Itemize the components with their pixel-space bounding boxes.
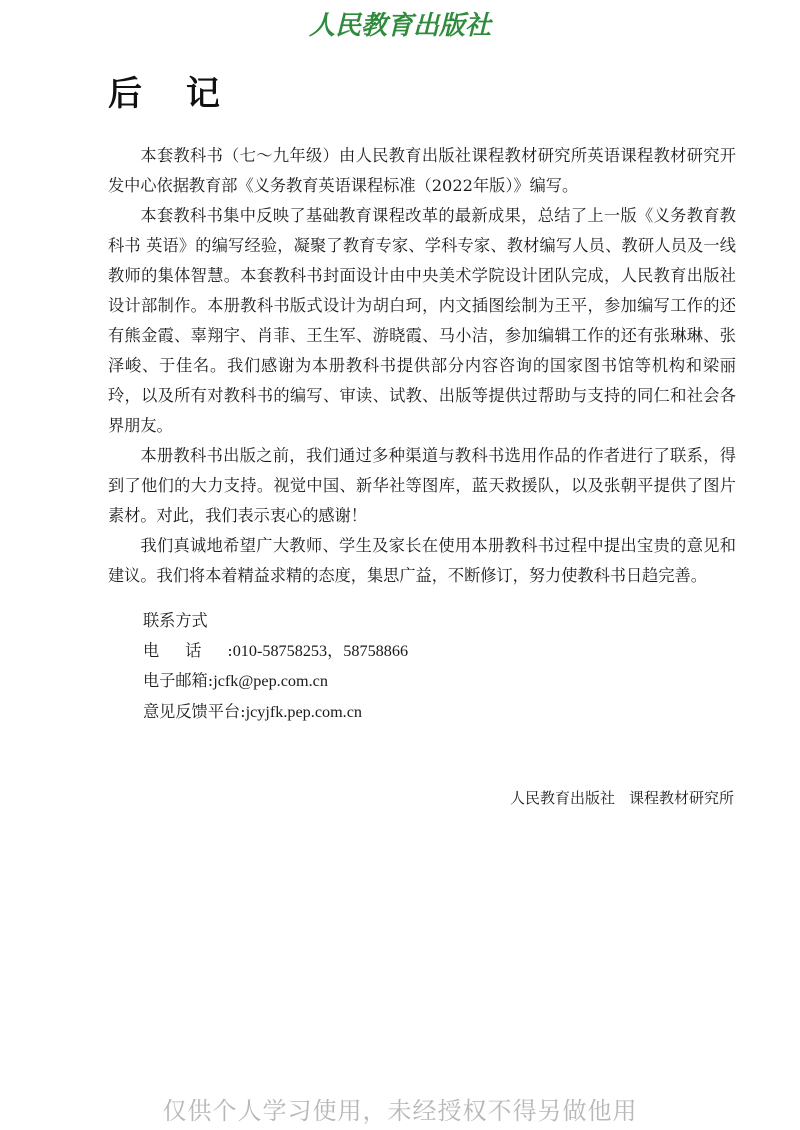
afterword-body xyxy=(108,141,736,591)
contact-email-row xyxy=(143,666,408,697)
signature xyxy=(510,784,734,812)
publisher-logo xyxy=(290,4,510,44)
watermark: 仅供个人学习使用，未经授权不得另做他用 xyxy=(162,1097,638,1125)
phone-value: 010-58758253，58758866 xyxy=(232,641,409,660)
contact-info xyxy=(143,606,408,727)
feedback-value: jcyjfk.pep.com.cn xyxy=(245,702,363,721)
contact-feedback-row xyxy=(143,697,408,728)
page-title: 后 记 xyxy=(108,74,236,114)
feedback-separator: : xyxy=(240,701,246,721)
paragraph: 本套教科书（七～九年级）由人民教育出版社课程教材研究所英语课程教材研究开发中心依据教育部《义务教育英语课程标准（2022年版）》编写。 xyxy=(108,146,736,195)
signature-institute: 课程教材研究所 xyxy=(628,789,734,807)
feedback-label: 意见反馈平台 xyxy=(143,701,241,721)
publisher-logo-text: 人民教育出版社 xyxy=(308,11,492,41)
phone-separator: : xyxy=(227,640,233,660)
email-label: 电子邮箱 xyxy=(143,671,208,690)
paragraph: 我们真诚地希望广大教师、学生及家长在使用本册教科书过程中提出宝贵的意见和建议。我们将本着精益求精的态度，集思广益，不断修订，努力使教科书日趋完善。 xyxy=(108,536,736,585)
email-separator: : xyxy=(207,671,214,690)
contact-phone-row xyxy=(143,636,408,667)
email-value: jcfk@pep.com.cn xyxy=(213,672,328,690)
contact-title: 联系方式 xyxy=(143,611,208,630)
phone-label: 电话 xyxy=(143,640,228,660)
signature-publisher: 人民教育出版社 xyxy=(509,789,615,807)
publisher-logo-graphic xyxy=(290,4,510,44)
paragraph: 本套教科书集中反映了基础教育课程改革的最新成果，总结了上一版《义务教育教科书 英语》的编写经验，凝聚了教育专家、学科专家、教材编写人员、教研人员及一线教师的集体智慧。本套教科书封面设计由中央美术学院设计团队完成，人民教育出版社设计部制作。本册教科书版式设计为胡白珂，内文插图绘制为王平，参加编写工作的还有熊金霞、辜翔宇、肖菲、王生军、游晓霞、马小洁，参加编辑工作的还有张琳琳、张泽峻、于佳名。我们感谢为本册教科书提供部分内容咨询的国家图书馆等机构和梁丽玲，以及所有对教科书的编写、审读、试教、出版等提供过帮助与支持的同仁和社会各界朋友。 xyxy=(108,206,736,435)
paragraph: 本册教科书出版之前，我们通过多种渠道与教科书选用作品的作者进行了联系，得到了他们的大力支持。视觉中国、新华社等图库，蓝天救援队，以及张朝平提供了图片素材。对此，我们表示衷心的感谢！ xyxy=(108,446,736,525)
